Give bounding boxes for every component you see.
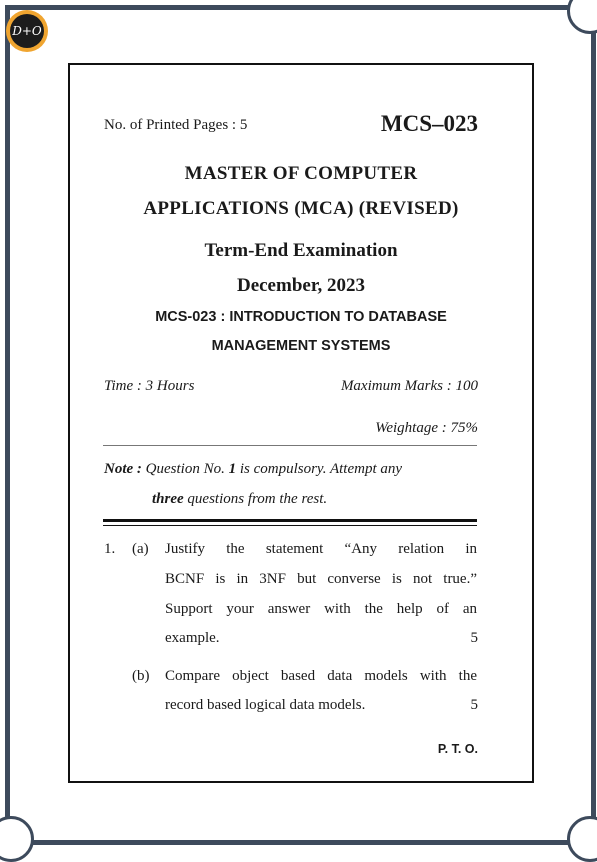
part-a-line2: BCNF is in 3NF but converse is not true.” <box>165 571 477 587</box>
weightage: Weightage : 75% <box>375 420 478 436</box>
note-label: Note : <box>104 461 142 477</box>
time-allowed: Time : 3 Hours <box>104 378 195 394</box>
divider-thin <box>103 525 477 526</box>
note-line2 <box>152 491 327 508</box>
programme-title-line2: APPLICATIONS (MCA) (REVISED) <box>143 198 459 219</box>
part-a-line1: Justify the statement “Any relation in <box>165 541 477 557</box>
exam-date: December, 2023 <box>236 275 366 296</box>
note-rest: questions from the rest. <box>187 491 328 507</box>
note-three: three <box>152 491 184 507</box>
logo-text: D+O <box>10 14 44 48</box>
part-a-label: (a) <box>132 541 149 557</box>
part-b-label: (b) <box>132 668 150 684</box>
note-text-a: Question No. <box>145 461 225 477</box>
corner-ornament-bottom-left <box>0 816 34 862</box>
note-text-b: is compulsory. Attempt any <box>239 461 403 477</box>
course-code: MCS–023 <box>380 111 478 136</box>
question-paper <box>68 63 534 783</box>
part-b-line1: Compare object based data models with the <box>165 668 477 684</box>
subject-line1: MCS-023 : INTRODUCTION TO DATABASE <box>155 309 447 325</box>
note-line1 <box>104 461 478 478</box>
part-a-marks: 5 <box>470 630 478 646</box>
divider-thick <box>103 519 477 522</box>
exam-title: Term-End Examination <box>204 240 398 261</box>
part-b-line2: record based logical data models. <box>165 697 366 713</box>
part-b-marks: 5 <box>470 697 478 713</box>
part-a-line4: example. <box>165 630 220 646</box>
corner-ornament-top-right <box>567 0 597 34</box>
pto-label: P. T. O. <box>437 742 478 756</box>
programme-title-line1: MASTER OF COMPUTER <box>184 163 418 184</box>
maximum-marks: Maximum Marks : 100 <box>340 378 478 394</box>
question-number: 1. <box>104 541 116 557</box>
logo <box>6 10 48 52</box>
divider-top <box>103 445 477 446</box>
printed-pages: No. of Printed Pages : 5 <box>104 117 248 133</box>
subject-line2: MANAGEMENT SYSTEMS <box>211 338 391 354</box>
corner-ornament-bottom-right <box>567 816 597 862</box>
part-a-line3: Support your answer with the help of an <box>165 601 477 617</box>
note-question-number: 1 <box>228 461 237 477</box>
